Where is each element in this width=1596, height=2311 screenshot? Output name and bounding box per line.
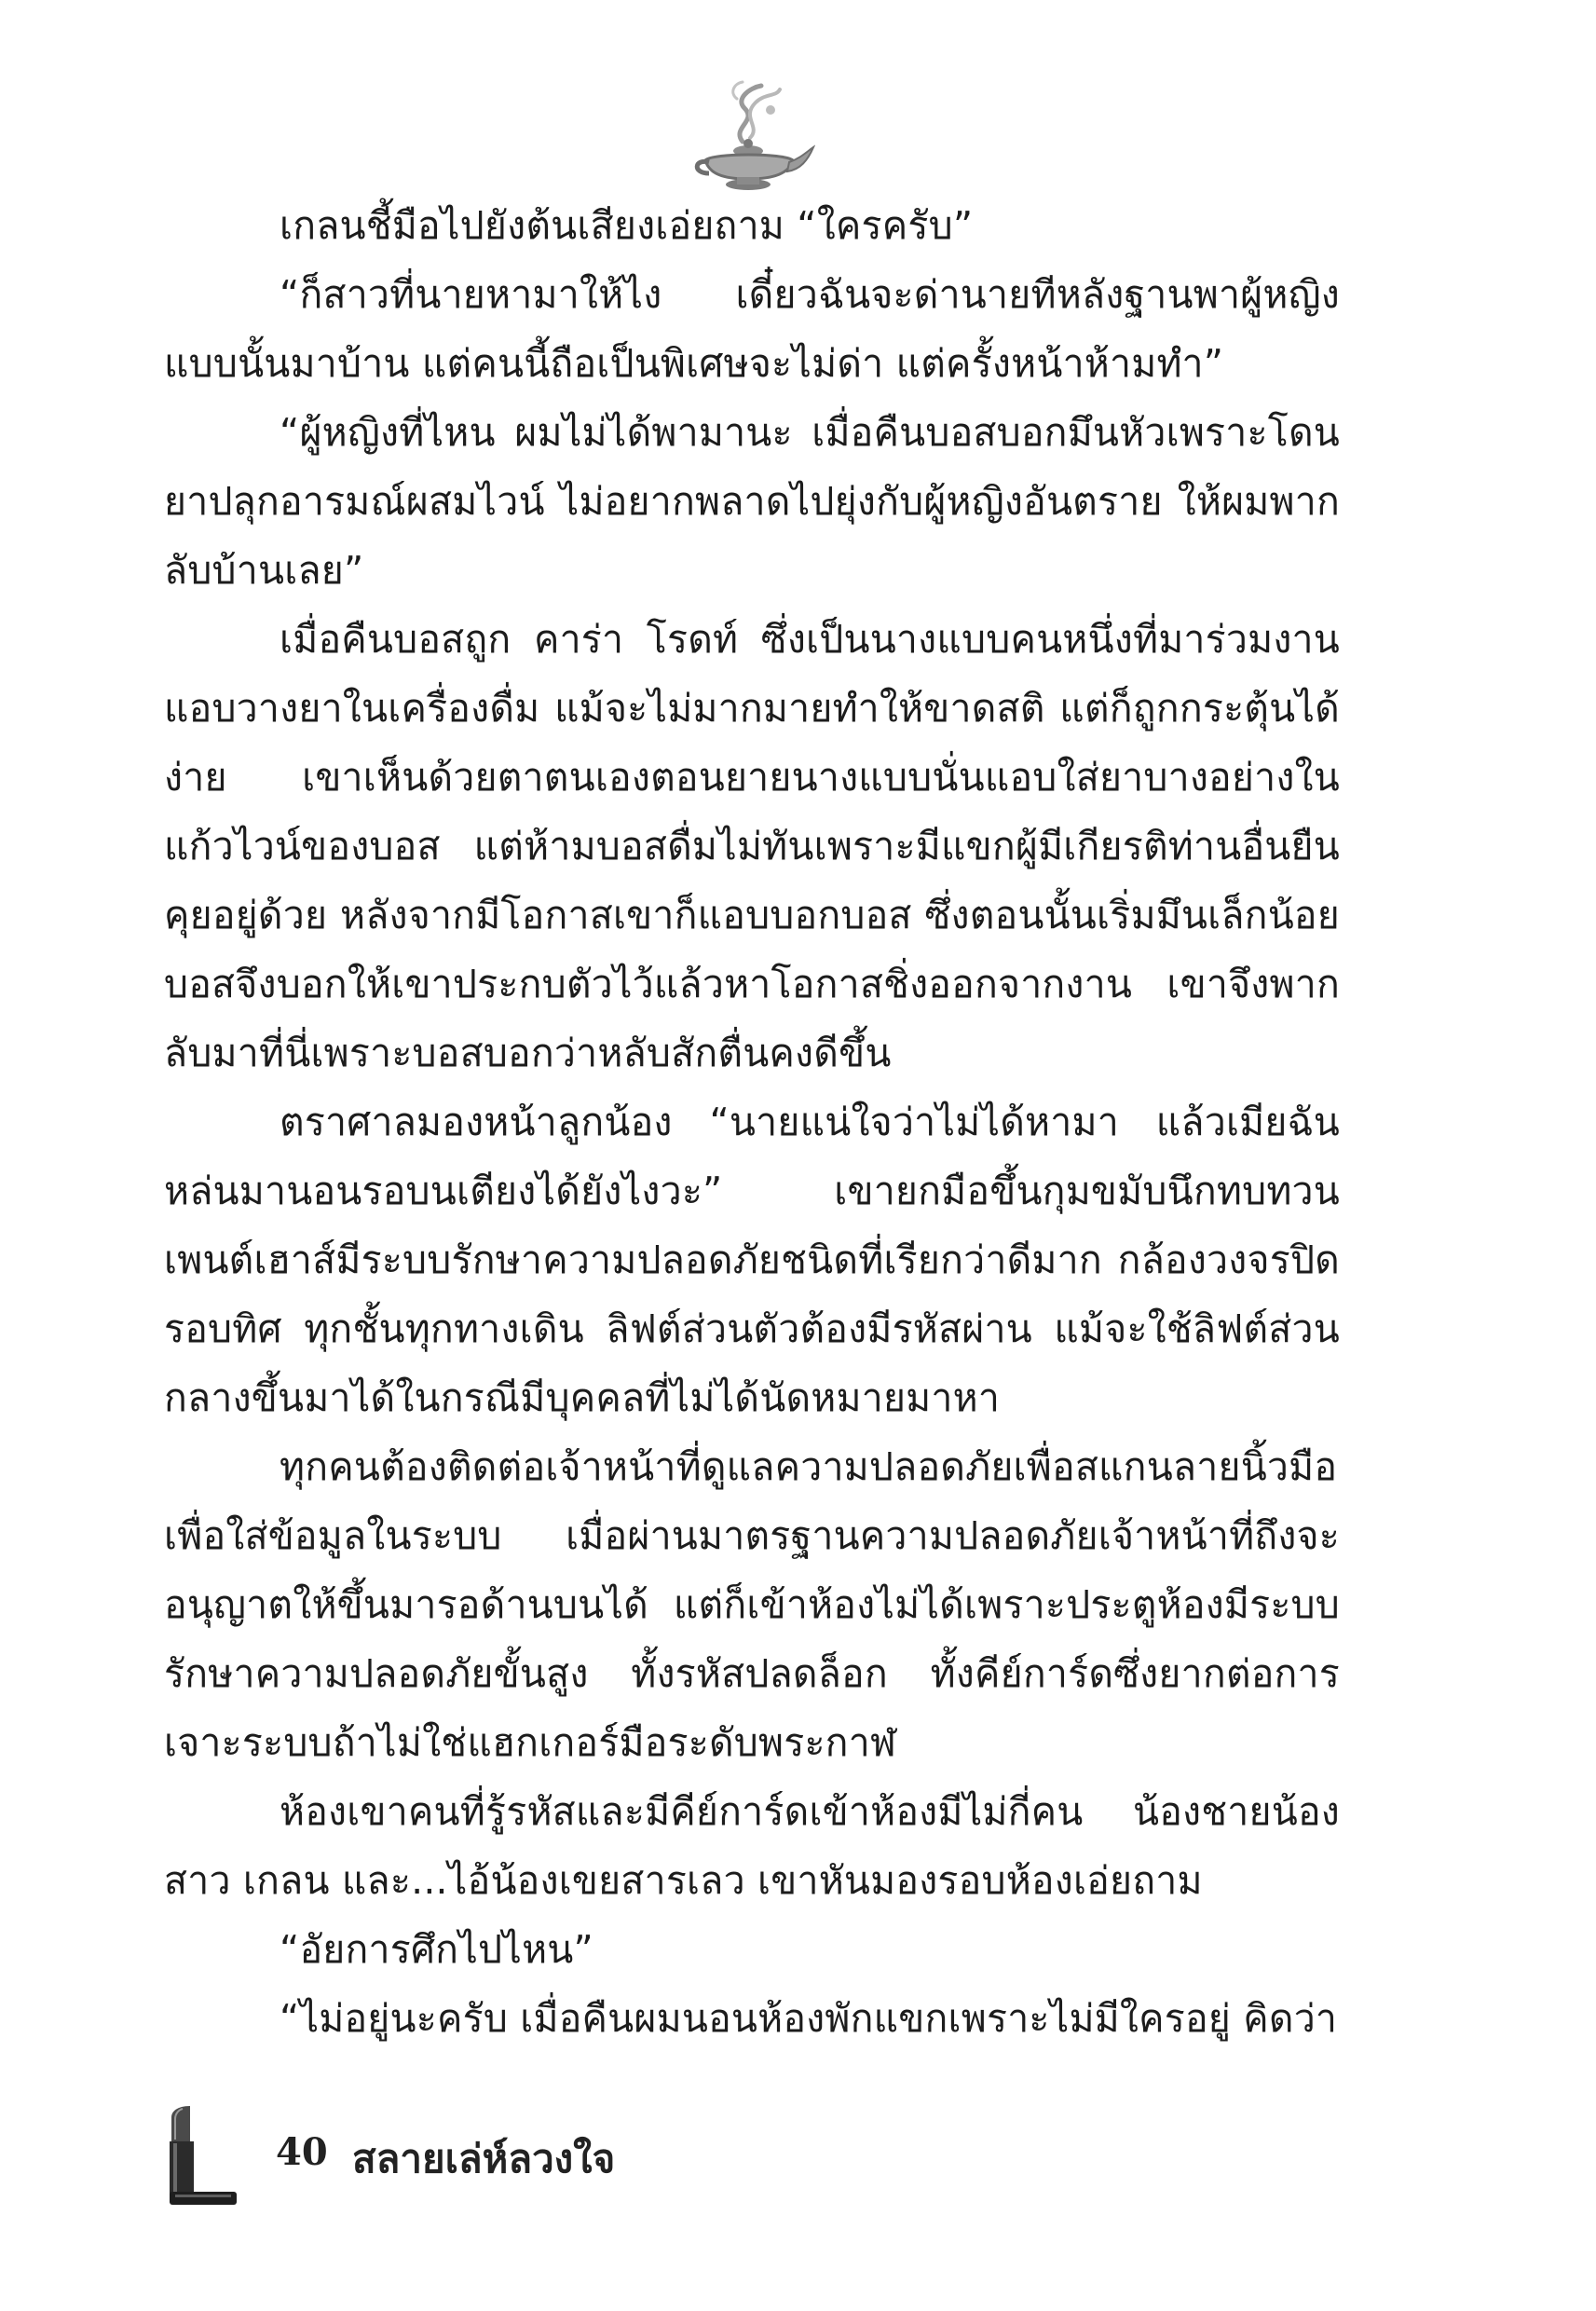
body-text: [164, 191, 1340, 2053]
paragraph: ตราศาลมองหน้าลูกน้อง “นายแน่ใจว่าไม่ได้หามา แล้วเมียฉันหล่นมานอนรอบนเตียงได้ยังไงวะ” เขายกมือขึ้นกุมขมับนึกทบทวน เพนต์เฮาส์มีระบบรักษาความปลอดภัยชนิดที่เรียกว่าดีมาก กล้องวงจรปิดรอบทิศ ทุกชั้นทุกทางเดิน ลิฟต์ส่วนตัวต้องมีรหัสผ่าน แม้จะใช้ลิฟต์ส่วนกลางขึ้นมาได้ในกรณีมีบุคคลที่ไม่ได้นัดหมายมาหา: [164, 1100, 1340, 1420]
paragraph: ห้องเขาคนที่รู้รหัสและมีคีย์การ์ดเข้าห้องมีไม่กี่คน น้องชายน้องสาว เกลน และ...ไอ้น้องเขยสารเลว เขาหันมองรอบห้องเอ่ยถาม: [164, 1789, 1340, 1903]
paragraph: ทุกคนต้องติดต่อเจ้าหน้าที่ดูแลความปลอดภัยเพื่อสแกนลายนิ้วมือเพื่อใส่ข้อมูลในระบบ เมื่อผ่านมาตรฐานความปลอดภัยเจ้าหน้าที่ถึงจะอนุญาตให้ขึ้นมารอด้านบนได้ แต่ก็เข้าห้องไม่ได้เพราะประตูห้องมีระบบรักษาความปลอดภัยขั้นสูง ทั้งรหัสปลดล็อก ทั้งคีย์การ์ดซึ่งยากต่อการเจาะระบบถ้าไม่ใช่แฮกเกอร์มือระดับพระกาฬ: [164, 1444, 1340, 1765]
paragraph: “ไม่อยู่นะครับ เมื่อคืนผมนอนห้องพักแขกเพราะไม่มีใครอยู่ คิดว่า: [280, 1996, 1338, 2041]
lipstick-icon: [166, 2104, 240, 2207]
paragraph: เกลนชี้มือไปยังต้นเสียงเอ่ยถาม “ใครครับ”: [280, 203, 974, 248]
page-number: 40: [276, 2130, 328, 2174]
book-title: สลายเล่ห์ลวงใจ: [352, 2136, 616, 2181]
page-footer: [166, 2104, 818, 2207]
paragraph: “ผู้หญิงที่ไหน ผมไม่ได้พามานะ เมื่อคืนบอสบอกมึนหัวเพราะโดนยาปลุกอารมณ์ผสมไวน์ ไม่อยากพลาดไปยุ่งกับผู้หญิงอันตราย ให้ผมพากลับบ้านเลย”: [164, 410, 1340, 593]
paragraph: “ก็สาวที่นายหามาให้ไง เดี๋ยวฉันจะด่านายทีหลังฐานพาผู้หญิงแบบนั้นมาบ้าน แต่คนนี้ถือเป็นพิเศษจะไม่ด่า แต่ครั้งหน้าห้ามทำ”: [164, 272, 1340, 386]
paragraph: เมื่อคืนบอสถูก คาร่า โรดท์ ซึ่งเป็นนางแบบคนหนึ่งที่มาร่วมงานแอบวางยาในเครื่องดื่ม แม้จะไม่มากมายทำให้ขาดสติ แต่ก็ถูกกระตุ้นได้ง่าย เขาเห็นด้วยตาตนเองตอนยายนางแบบนั่นแอบใส่ยาบางอย่างในแก้วไวน์ของบอส แต่ห้ามบอสดื่มไม่ทันเพราะมีแขกผู้มีเกียรติท่านอื่นยืนคุยอยู่ด้วย หลังจากมีโอกาสเขาก็แอบบอกบอส ซึ่งตอนนั้นเริ่มมึนเล็กน้อย บอสจึงบอกให้เขาประกบตัวไว้แล้วหาโอกาสชิ่งออกจากงาน เขาจึงพากลับมาที่นี่เพราะบอสบอกว่าหลับสักตื่นคงดีขึ้น: [164, 617, 1340, 1075]
genie-lamp-icon: [685, 76, 815, 198]
paragraph: “อัยการศึกไปไหน”: [280, 1927, 593, 1972]
